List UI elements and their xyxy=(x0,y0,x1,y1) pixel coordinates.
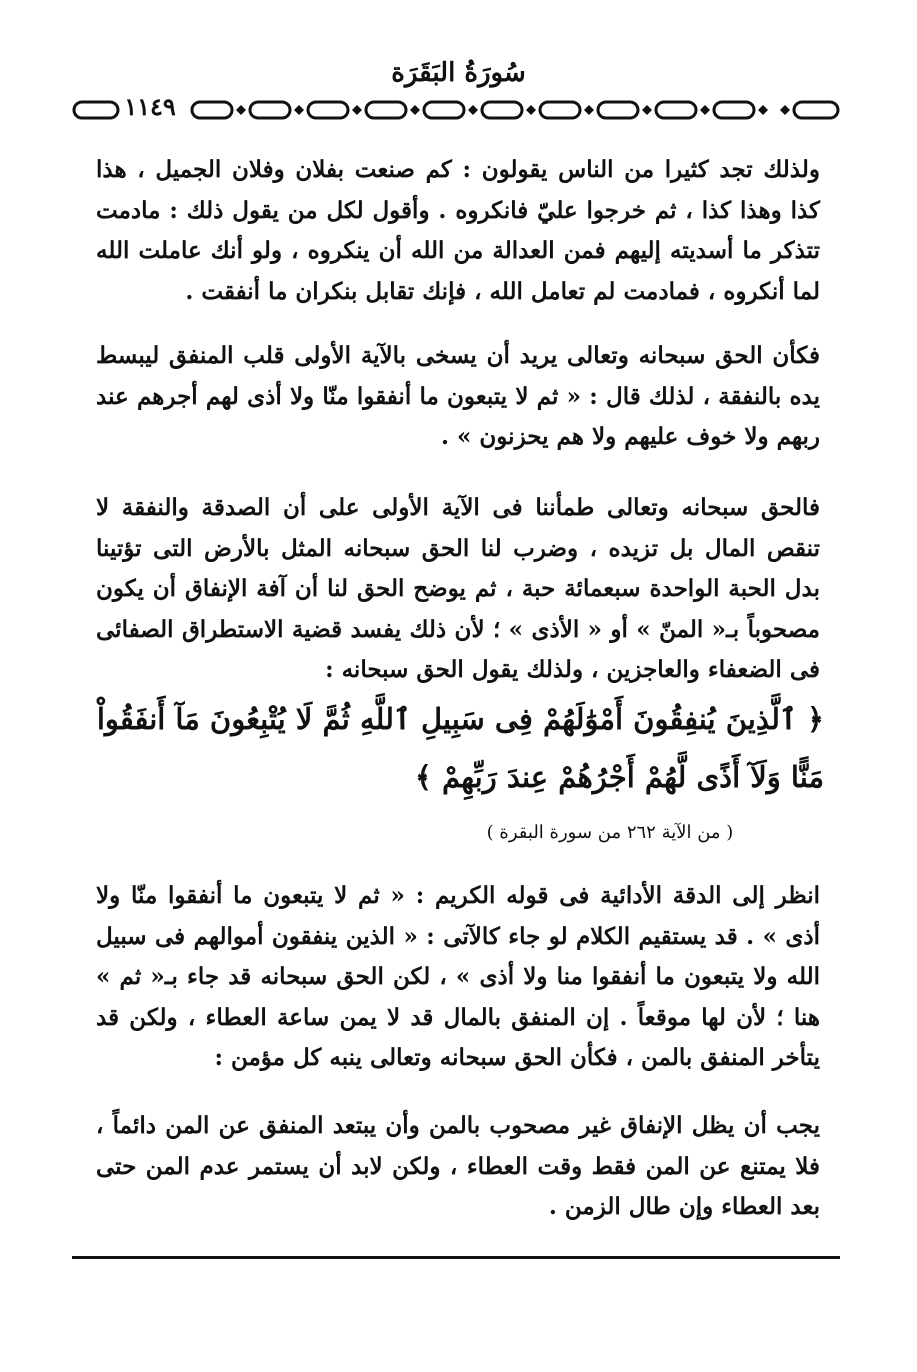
chain-ornament xyxy=(72,96,840,124)
paragraph-1: ولذلك تجد كثيرا من الناس يقولون : كم صنعت بفلان وفلان الجميل ، هذا كذا وهذا كذا ، ثم خرجوا عليّ فانكروه . وأقول لكل من يقول ذلك : مادمت تتذكر ما أسديته إليهم فمن العدالة من الله أن ينكروه ، ولو أنك عاملت الله لما أنكروه ، فمادمت لم تعامل الله ، فإنك تقابل بنكران ما أنفقت . xyxy=(96,156,820,305)
verse-citation: ( من الآية ٢٦٢ من سورة البقرة ) xyxy=(486,822,734,843)
paragraph-5: يجب أن يظل الإنفاق غير مصحوب بالمن وأن يبتعد المنفق عن المن دائماً ، فلا يمتنع عن المن فقط وقت العطاء ، ولكن لابد أن يستمر عدم المن حتى بعد العطاء وإن طال الزمن . xyxy=(96,1112,820,1220)
page-number: ١١٤٩ xyxy=(120,92,180,122)
bottom-divider xyxy=(72,1256,840,1259)
quran-verse: ﴿ ٱلَّذِينَ يُنفِقُونَ أَمْوَٰلَهُمْ فِى سَبِيلِ ٱللَّهِ ثُمَّ لَا يُتْبِعُونَ مَآ أَنفَقُواْ مَنًّا وَلَآ أَذًى لَّهُمْ أَجْرُهُمْ عِندَ رَبِّهِمْ ﴾ xyxy=(96,702,824,794)
surah-title: سُورَةُ البَقَرَة xyxy=(391,58,526,88)
decorative-chain-border xyxy=(72,96,840,124)
paragraph-3: فالحق سبحانه وتعالى طمأننا فى الآية الأولى على أن الصدقة والنفقة لا تنقص المال بل تزيده ، وضرب لنا الحق سبحانه المثل بالأرض التى تؤتينا بدل الحبة الواحدة سبعمائة حبة ، ثم يوضح الحق لنا أن آفة الإنفاق أن يكون مصحوباً بـ« المنّ » أو « الأذى » ؛ لأن ذلك يفسد قضية الاستطراق الصفائى فى الضعفاء والعاجزين ، ولذلك يقول الحق سبحانه : xyxy=(96,494,820,683)
paragraph-4: انظر إلى الدقة الأدائية فى قوله الكريم : « ثم لا يتبعون ما أنفقوا منّا ولا أذى » . قد يستقيم الكلام لو جاء كالآتى : « الذين ينفقون أموالهم فى سبيل الله ولا يتبعون ما أنفقوا منا ولا أذى » ، لكن الحق سبحانه قد جاء بـ« ثم » هنا ؛ لأن لها موقعاً . إن المنفق بالمال قد لا يمن ساعة العطاء ، ولكن قد يتأخر المنفق بالمن ، فكأن الحق سبحانه وتعالى ينبه كل مؤمن : xyxy=(96,882,820,1071)
paragraph-2: فكأن الحق سبحانه وتعالى يريد أن يسخى بالآية الأولى قلب المنفق ليبسط يده بالنفقة ، لذلك قال : « ثم لا يتبعون ما أنفقوا منّا ولا أذى لهم أجرهم عند ربهم ولا خوف عليهم ولا هم يحزنون » . xyxy=(96,342,820,450)
